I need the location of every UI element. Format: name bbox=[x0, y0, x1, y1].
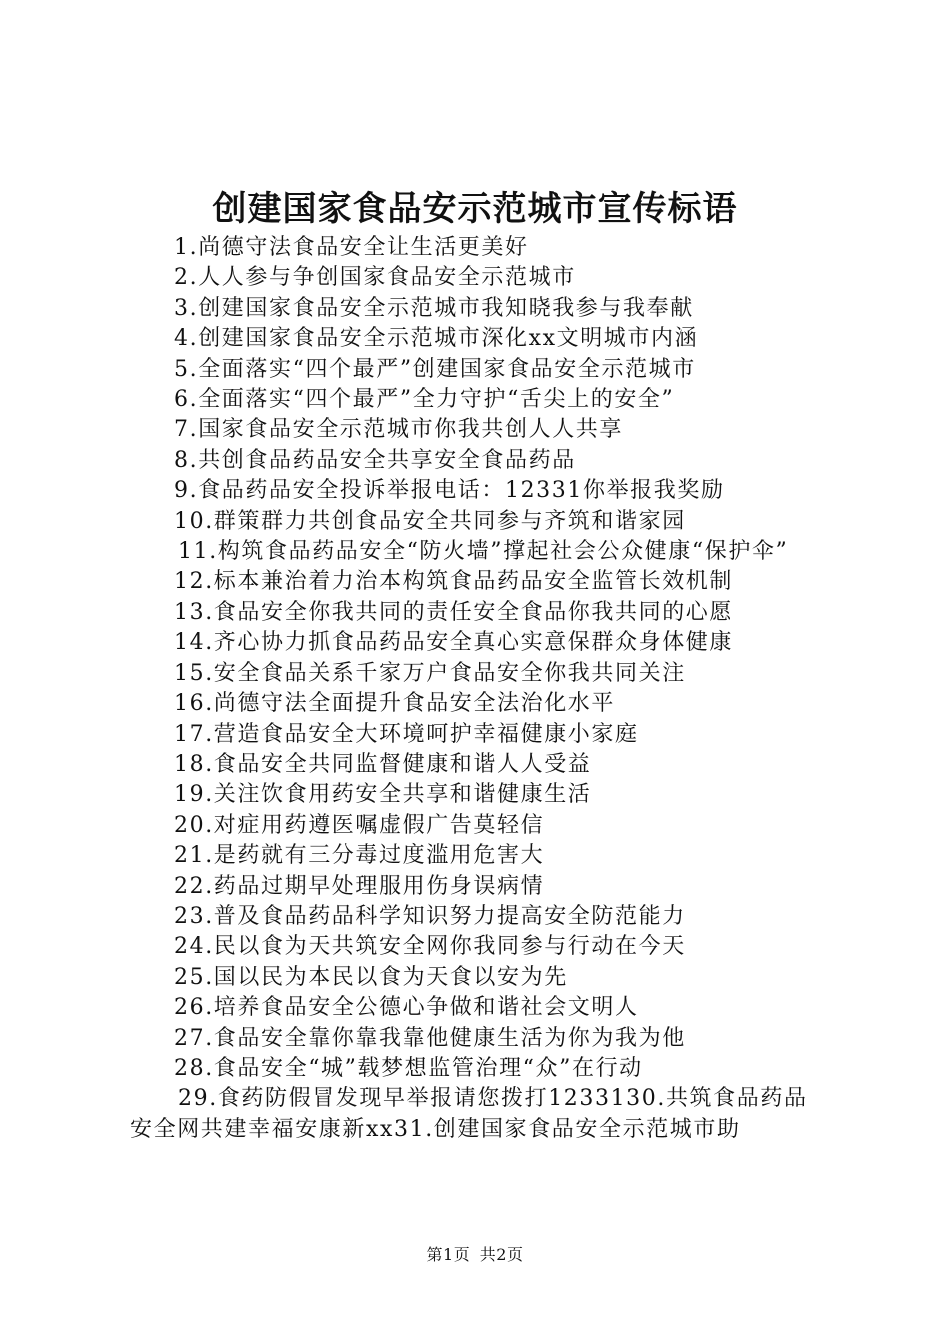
slogan-item-26: 26.培养食品安全公德心争做和谐社会文明人 bbox=[174, 995, 639, 1021]
slogan-item-22: 22.药品过期早处理服用伤身误病情 bbox=[174, 873, 545, 899]
slogan-item-16: 16.尚德守法全面提升食品安全法治化水平 bbox=[174, 691, 615, 717]
slogan-item-27: 27.食品安全靠你靠我靠他健康生活为你为我为他 bbox=[174, 1025, 686, 1051]
slogan-item-7: 7.国家食品安全示范城市你我共创人人共享 bbox=[174, 417, 623, 443]
slogan-item-9: 9.食品药品安全投诉举报电话：12331你举报我奖励 bbox=[174, 478, 725, 504]
slogan-item-5: 5.全面落实“四个最严”创建国家食品安全示范城市 bbox=[174, 356, 696, 382]
slogan-item-10: 10.群策群力共创食品安全共同参与齐筑和谐家园 bbox=[174, 508, 686, 534]
slogan-item-14: 14.齐心协力抓食品药品安全真心实意保群众身体健康 bbox=[174, 630, 733, 656]
page-number: 第1页 bbox=[426, 1245, 471, 1264]
slogan-item-2: 2.人人参与争创国家食品安全示范城市 bbox=[174, 265, 576, 291]
page-total: 共2页 bbox=[479, 1245, 524, 1264]
slogan-item-12: 12.标本兼治着力治本构筑食品药品安全监管长效机制 bbox=[174, 569, 733, 595]
slogan-item-19: 19.关注饮食用药安全共享和谐健康生活 bbox=[174, 782, 592, 808]
slogan-item-23: 23.普及食品药品科学知识努力提高安全防范能力 bbox=[174, 903, 686, 929]
slogan-item-8: 8.共创食品药品安全共享安全食品药品 bbox=[174, 447, 576, 473]
slogan-item-25: 25.国以民为本民以食为天食以安为先 bbox=[174, 964, 568, 990]
slogan-item-6: 6.全面落实“四个最严”全力守护“舌尖上的安全” bbox=[174, 387, 675, 413]
slogan-item-4: 4.创建国家食品安全示范城市深化xx文明城市内涵 bbox=[174, 326, 699, 352]
slogan-item-20: 20.对症用药遵医嘱虚假广告莫轻信 bbox=[174, 812, 545, 838]
slogan-item-18: 18.食品安全共同监督健康和谐人人受益 bbox=[174, 751, 592, 777]
slogan-item-17: 17.营造食品安全大环境呵护幸福健康小家庭 bbox=[174, 721, 639, 747]
slogan-item-1: 1.尚德守法食品安全让生活更美好 bbox=[174, 235, 529, 260]
slogan-item-21: 21.是药就有三分毒过度滥用危害大 bbox=[174, 843, 545, 869]
slogan-item-24: 24.民以食为天共筑安全网你我同参与行动在今天 bbox=[174, 934, 686, 960]
slogan-item-15: 15.安全食品关系千家万户食品安全你我共同关注 bbox=[174, 660, 686, 686]
slogan-list bbox=[130, 233, 830, 1145]
page-footer bbox=[0, 1244, 950, 1266]
slogan-item-11: 11.构筑食品药品安全“防火墙”撑起社会公众健康“保护伞” bbox=[178, 539, 789, 565]
slogan-item-13: 13.食品安全你我共同的责任安全食品你我共同的心愿 bbox=[174, 599, 733, 625]
document-title: 创建国家食品安示范城市宣传标语 bbox=[212, 189, 738, 229]
slogan-paragraph-29: 29.食药防假冒发现早举报请您拨打1233130.共筑食品药品安全网共建幸福安康新xx31.创建国家食品安全示范城市助 bbox=[130, 1086, 808, 1142]
slogan-item-3: 3.创建国家食品安全示范城市我知晓我参与我奉献 bbox=[174, 295, 694, 321]
slogan-item-28: 28.食品安全“城”载梦想监管治理“众”在行动 bbox=[174, 1055, 643, 1081]
